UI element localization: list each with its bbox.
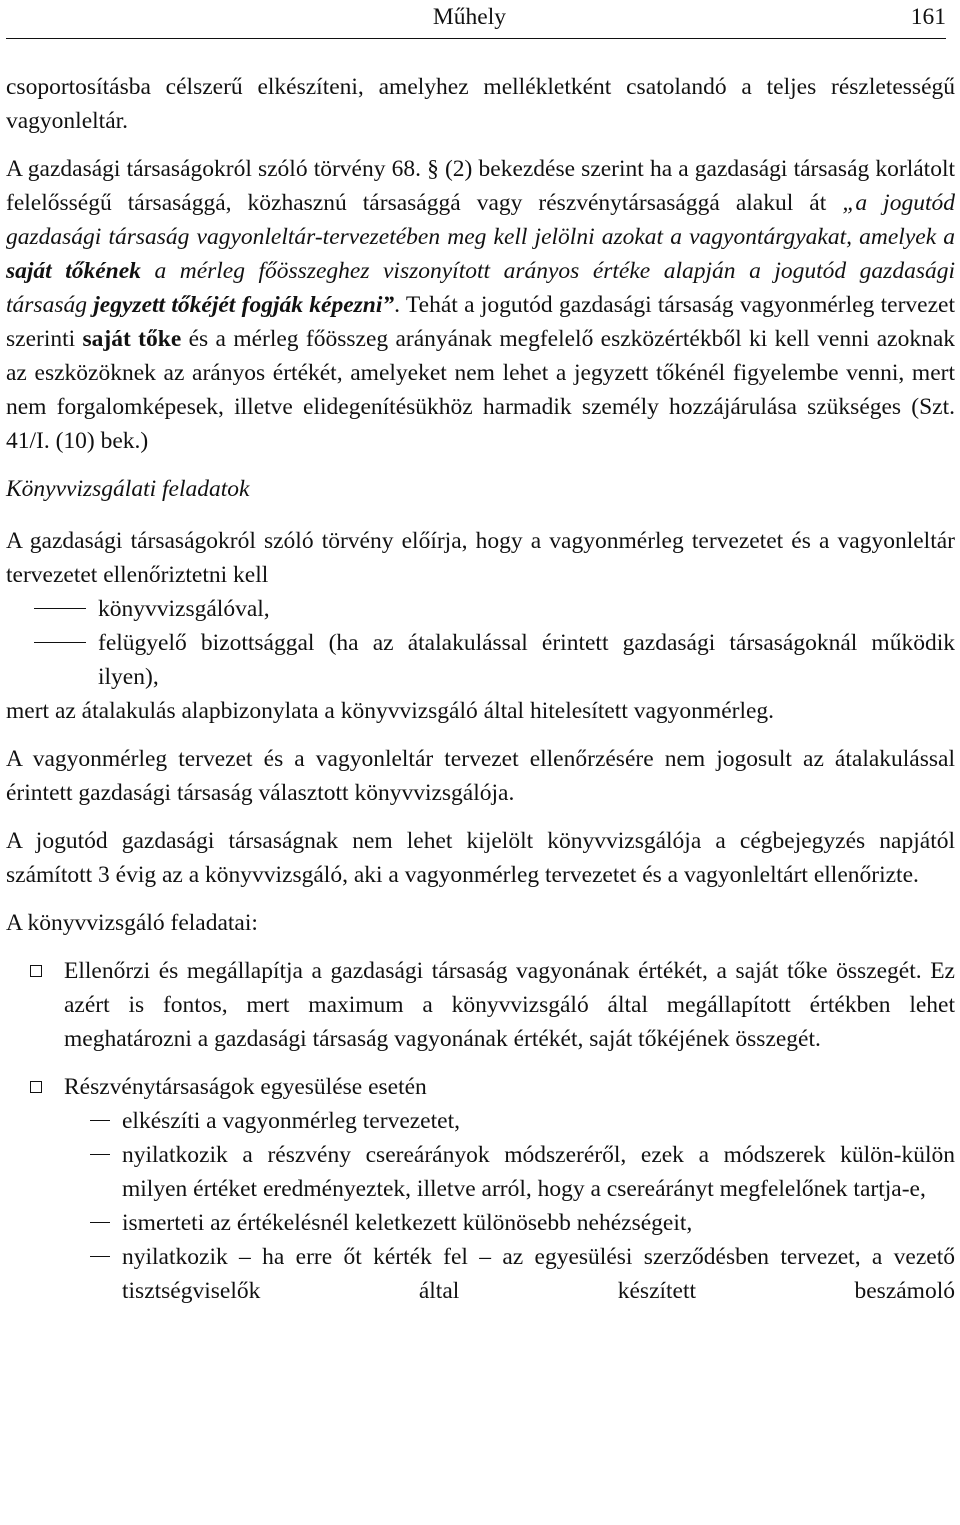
paragraph-law-68 [6,152,955,458]
law-quote-bold-1: saját tőkének [6,258,141,284]
list-item [6,626,955,694]
page-header [6,0,946,40]
law-quote-part-b: a mérleg főösszeghez viszonyított arányos értéke alapján a jogutód gazdasági társaság [6,258,955,318]
header-rule [6,38,946,39]
paragraph-auditor-tasks-intro: A könyvvizsgáló feladatai: [6,910,258,936]
paragraph-after-list: mert az átalakulás alapbizonylata a könyvvizsgáló által hitelesített vagyonmérleg. [6,698,775,724]
list-item [6,1070,955,1308]
dash-bullet-icon [34,642,86,643]
dash-bullet-icon [34,608,86,609]
list-item [64,1138,955,1206]
list-item-text: felügyelő bizottsággal (ha az átalakulással érintett gazdasági társaságoknál működik ilyen), [98,630,955,690]
section-heading-audit-tasks: Könyvvizsgálati feladatok [6,476,250,502]
list-item-text: elkészíti a vagyonmérleg tervezetet, [122,1108,460,1134]
law-tail-text: és a mérleg főösszeg arányának megfelelő eszközértékből ki kell venni azoknak az eszközöknek az arányos értékét, amelyeket nem lehet a jegyzett tőkénél figyelembe venni, mert nem forgalomképesek, illetve elidegenítésükhöz harmadik személy hozzájárulása szükséges (Szt. 41/I. (10) bek.) [6,326,956,454]
list-item [64,1240,955,1308]
list-item-text: könyvvizsgálóval, [98,596,270,622]
law-quote-end: ” [382,292,395,318]
list-item-text: Részvénytársaságok egyesülése esetén [64,1074,427,1100]
list-item-text: nyilatkozik a részvény csereárányok módszeréről, ezek a módszerek külön-külön milyen értéket eredményeztek, illetve arról, hogy a csereárányt megfelelőnek tartja-e, [122,1142,955,1202]
dash-bullet-icon [90,1222,110,1223]
merger-subtask-list [64,1104,955,1308]
list-item-text: ismerteti az értékelésnél keletkezett különösebb nehézségeit, [122,1210,693,1236]
list-item [64,1104,955,1138]
paragraph-successor-auditor: A jogutód gazdasági társaságnak nem lehet kijelölt könyvvizsgálója a cégbejegyzés napjától számított 3 évig az a könyvvizsgáló, aki a vagyonmérleg tervezetet és a vagyonleltárt ellenőrizte. [6,828,955,888]
running-header-title: Műhely [432,4,506,30]
auditor-task-list [6,954,955,1308]
square-bullet-icon [30,965,42,977]
dash-bullet-icon [90,1256,110,1257]
dash-bullet-icon [90,1154,110,1155]
page-body [6,70,955,1322]
page-number: 161 [910,4,946,30]
paragraph-audit-requirement: A gazdasági társaságokról szóló törvény előírja, hogy a vagyonmérleg tervezetet és a vagyonleltár tervezetet ellenőriztetni kell [6,528,955,588]
list-item-text: Ellenőrzi és megállapítja a gazdasági társaság vagyonának értékét, a saját tőke összegét. Ez azért is fontos, mert maximum a könyvvizsgáló által megállapított értékben lehet meghatározni a gazdasági társaság vagyonának értékét, saját tőkéjének összegét. [64,958,955,1052]
paragraph-not-eligible: A vagyonmérleg tervezet és a vagyonleltár tervezet ellenőrzésére nem jogosult az átalakulással érintett gazdasági társaság választott könyvvizsgálója. [6,746,955,806]
list-item [64,1206,955,1240]
law-quote-bold-2: jegyzett tőkéjét fogják képezni [93,292,383,318]
list-item [6,592,955,626]
law-lead-text: A gazdasági társaságokról szóló törvény 68. § (2) bekezdése szerint ha a gazdasági társaság korlátolt felelősségű társasággá, közhasznú társasággá vagy részvénytársasággá alakul át [6,156,955,216]
square-bullet-icon [30,1081,42,1093]
list-item [6,954,955,1056]
list-item-text: nyilatkozik – ha erre őt kérték fel – az egyesülési szerződésben tervezet, a vezető tisztségviselők által készített beszámoló [122,1244,955,1304]
dash-bullet-icon [90,1120,110,1121]
law-mid-text: . Tehát a jogutód gazdasági társaság vagyonmérleg tervezet szerinti [6,292,955,352]
law-bold-equity: saját tőke [82,326,182,352]
law-quote-part-a: „a jogutód gazdasági társaság vagyonleltár-tervezetében meg kell jelölni azokat a vagyontárgyakat, amelyek a [6,190,955,250]
paragraph-inventory: csoportosításba célszerű elkészíteni, amelyhez mellékletként csatolandó a teljes részletességű vagyonleltár. [6,74,955,134]
audit-dash-list [6,592,955,694]
